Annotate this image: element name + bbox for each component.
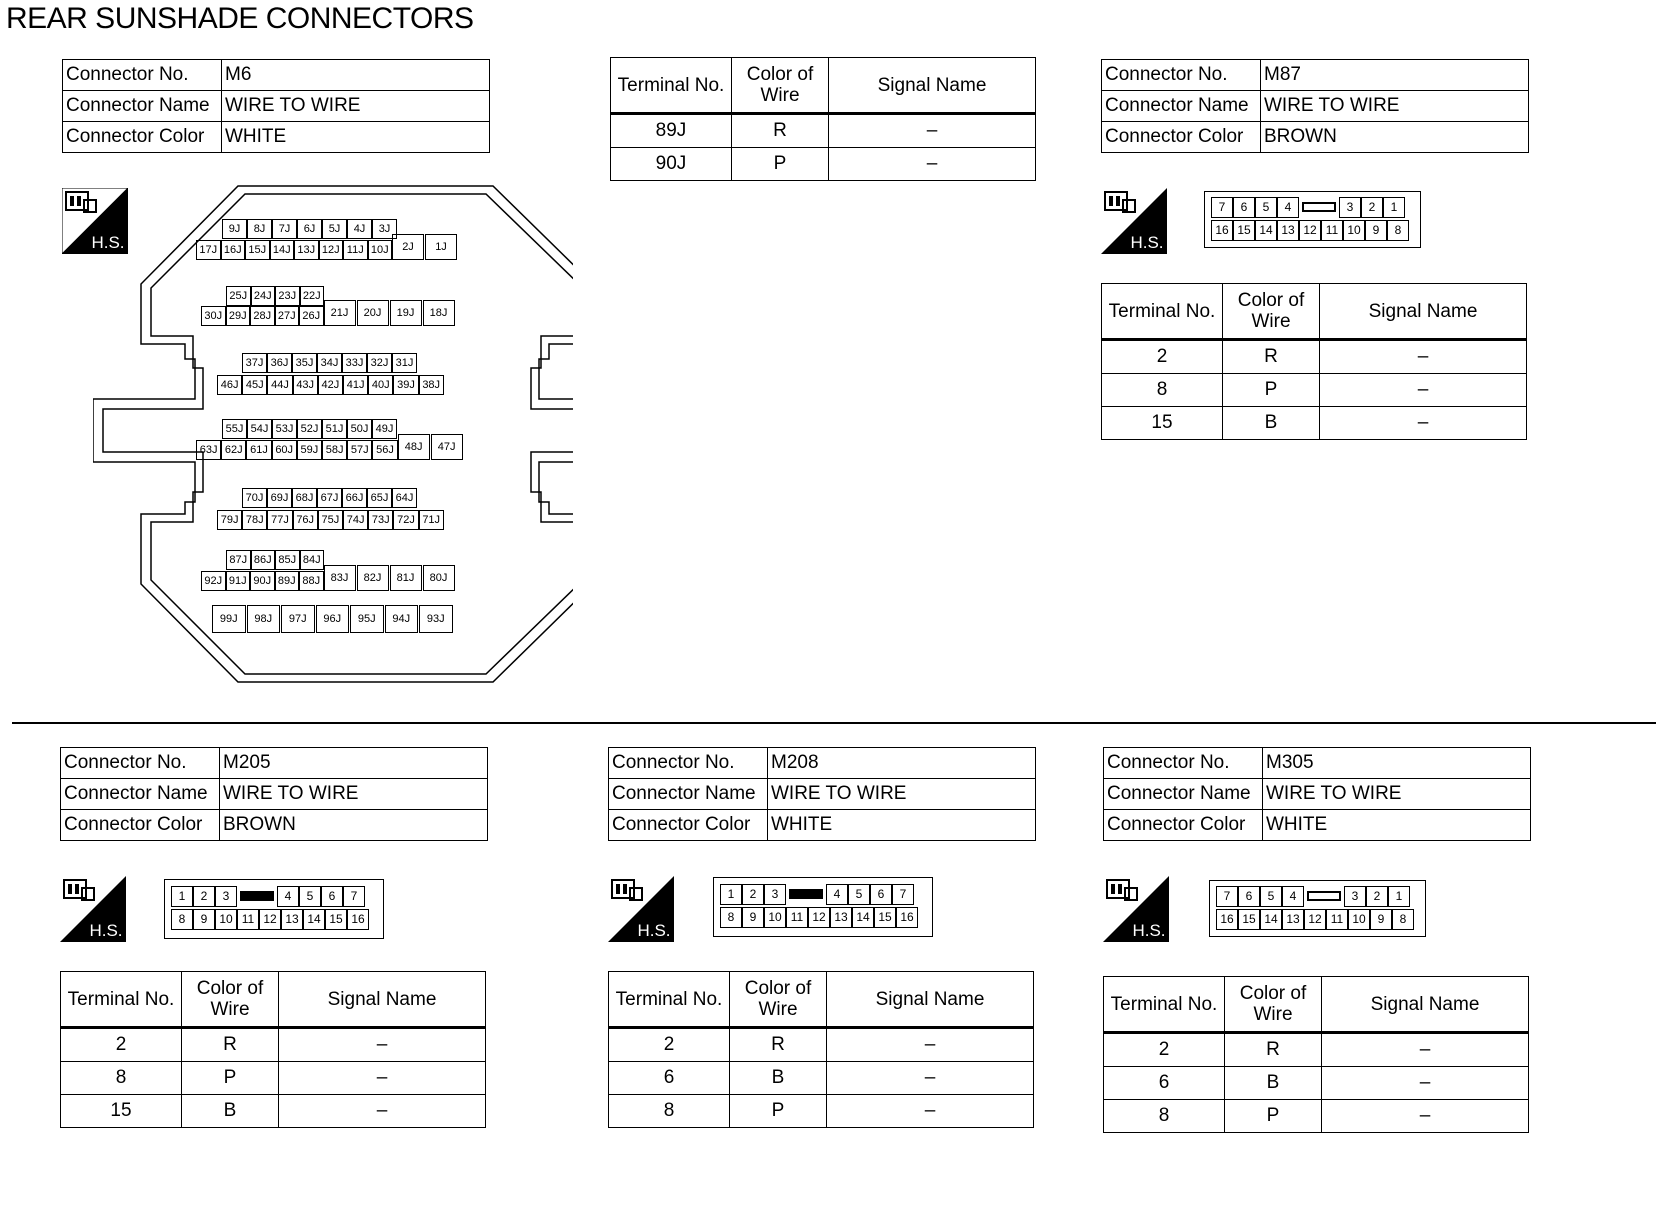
- pin-cell: 7: [892, 884, 914, 905]
- pin-cell: 1: [720, 884, 742, 905]
- m205-connector-color: BROWN: [220, 810, 488, 841]
- svg-text:H.S.: H.S.: [637, 921, 671, 940]
- m305-connector-face: [1209, 880, 1426, 937]
- pin-cell: 26J: [299, 306, 324, 326]
- pin-cell: 68J: [292, 488, 317, 508]
- pin-cell: 75J: [318, 510, 343, 530]
- pin-cell: 6: [1233, 197, 1255, 218]
- pin-cell: 30J: [201, 306, 226, 326]
- pin-cell: 16J: [221, 240, 246, 260]
- connector-name-label: Connector Name: [1104, 779, 1263, 810]
- pin-cell: 16: [347, 909, 369, 930]
- connector-color-label: Connector Color: [61, 810, 220, 841]
- pin-cell: 60J: [272, 440, 297, 460]
- pin-cell: 99J: [212, 605, 246, 633]
- pin-cell: 15J: [245, 240, 270, 260]
- pin-cell: 95J: [350, 605, 384, 633]
- m208-connector-face: [713, 877, 933, 937]
- pin-cell: 72J: [393, 510, 418, 530]
- pin-cell: 59J: [297, 440, 322, 460]
- pin-cell: 80J: [423, 565, 455, 591]
- table-row: 89J R –: [611, 114, 1036, 148]
- pin-cell: 24J: [251, 286, 276, 306]
- m6-connector-no: M6: [222, 60, 490, 91]
- pin-cell: 13J: [294, 240, 319, 260]
- pin-cell: 77J: [267, 510, 292, 530]
- table-row: 90J P –: [611, 148, 1036, 181]
- table-row: 2 R –: [1104, 1033, 1529, 1067]
- pin-cell: 3: [764, 884, 786, 905]
- pin-cell: 4: [1282, 886, 1304, 907]
- pin-cell: 1: [171, 886, 193, 907]
- connector-color-label: Connector Color: [1102, 122, 1261, 153]
- m6-info-table: [62, 59, 490, 153]
- pin-cell: 17J: [196, 240, 221, 260]
- m208-info-table: [608, 747, 1036, 841]
- pin-cell: 2: [1366, 886, 1388, 907]
- pin-cell: 11: [1326, 909, 1348, 930]
- pin-cell: 9: [1370, 909, 1392, 930]
- pin-cell: 11: [1321, 220, 1343, 241]
- harness-side-icon: [608, 876, 674, 942]
- pin-cell: 94J: [385, 605, 419, 633]
- connector-no-label: Connector No.: [609, 748, 768, 779]
- terminal-no-header: Terminal No.: [61, 972, 182, 1028]
- pin-cell: 79J: [217, 510, 242, 530]
- pin-cell: 69J: [267, 488, 292, 508]
- pin-cell: 12: [259, 909, 281, 930]
- pin-cell: 14J: [270, 240, 295, 260]
- m87-terminal-table: [1101, 283, 1527, 440]
- connector-no-label: Connector No.: [63, 60, 222, 91]
- pin-cell: 8: [171, 909, 193, 930]
- pin-cell: 5: [1260, 886, 1282, 907]
- m305-info-table: [1103, 747, 1531, 841]
- harness-side-icon: [1103, 876, 1169, 942]
- pin-cell: 3: [215, 886, 237, 907]
- pin-cell: 14: [303, 909, 325, 930]
- m6-terminal-table: [610, 57, 1036, 181]
- pin-cell: 63J: [196, 440, 221, 460]
- pin-cell: 76J: [293, 510, 318, 530]
- pin-cell: 62J: [221, 440, 246, 460]
- pin-cell: 16: [1211, 220, 1233, 241]
- m87-connector-name: WIRE TO WIRE: [1261, 91, 1529, 122]
- pin-cell: 8: [720, 907, 742, 928]
- m208-connector-name: WIRE TO WIRE: [768, 779, 1036, 810]
- pin-cell: 18J: [423, 300, 455, 326]
- signal-name-header: Signal Name: [1322, 977, 1529, 1033]
- harness-side-icon: [60, 876, 126, 942]
- m305-connector-color: WHITE: [1263, 810, 1531, 841]
- pin-cell: 92J: [201, 571, 226, 591]
- svg-text:H.S.: H.S.: [1130, 233, 1164, 252]
- pin-cell: 47J: [431, 434, 463, 460]
- table-row: 6 B –: [609, 1062, 1034, 1095]
- connector-color-label: Connector Color: [609, 810, 768, 841]
- pin-cell: 33J: [342, 353, 367, 373]
- pin-cell: 7: [343, 886, 365, 907]
- pin-cell: 93J: [419, 605, 453, 633]
- pin-cell: 16: [1216, 909, 1238, 930]
- pin-cell: 15: [1238, 909, 1260, 930]
- connector-name-label: Connector Name: [61, 779, 220, 810]
- connector-name-label: Connector Name: [63, 91, 222, 122]
- pin-cell: 4: [1277, 197, 1299, 218]
- m205-connector-face: [164, 879, 384, 939]
- pin-cell: 78J: [242, 510, 267, 530]
- pin-cell: 19J: [390, 300, 422, 326]
- pin-cell: 9: [742, 907, 764, 928]
- connector-name-label: Connector Name: [1102, 91, 1261, 122]
- pin-cell: 81J: [390, 565, 422, 591]
- pin-cell: 36J: [267, 353, 292, 373]
- pin-cell: 64J: [392, 488, 417, 508]
- pin-cell: 14: [1260, 909, 1282, 930]
- connector-lock-tab: [786, 884, 826, 905]
- harness-side-icon: [1101, 188, 1167, 254]
- pin-cell: 9: [193, 909, 215, 930]
- pin-cell: 1J: [425, 234, 457, 260]
- m208-connector-no: M208: [768, 748, 1036, 779]
- pin-cell: 13: [1277, 220, 1299, 241]
- pin-cell: 14: [1255, 220, 1277, 241]
- pin-cell: 2J: [392, 234, 424, 260]
- pin-cell: 34J: [317, 353, 342, 373]
- pin-cell: 89J: [275, 571, 300, 591]
- pin-cell: 61J: [246, 440, 271, 460]
- pin-cell: 71J: [419, 510, 444, 530]
- pin-cell: 48J: [398, 434, 430, 460]
- pin-cell: 20J: [357, 300, 389, 326]
- pin-cell: 1: [1388, 886, 1410, 907]
- m87-connector-color: BROWN: [1261, 122, 1529, 153]
- pin-cell: 67J: [317, 488, 342, 508]
- pin-cell: 51J: [322, 419, 347, 439]
- pin-cell: 52J: [297, 419, 322, 439]
- pin-cell: 73J: [368, 510, 393, 530]
- pin-cell: 56J: [372, 440, 397, 460]
- pin-cell: 9J: [222, 219, 247, 239]
- pin-cell: 15: [325, 909, 347, 930]
- connector-no-label: Connector No.: [1102, 60, 1261, 91]
- pin-cell: 2: [1361, 197, 1383, 218]
- pin-cell: 8J: [247, 219, 272, 239]
- pin-cell: 43J: [293, 375, 318, 395]
- m305-connector-no: M305: [1263, 748, 1531, 779]
- table-row: 6 B –: [1104, 1067, 1529, 1100]
- pin-cell: 25J: [226, 286, 251, 306]
- terminal-no-header: Terminal No.: [1102, 284, 1223, 340]
- svg-text:H.S.: H.S.: [89, 921, 123, 940]
- pin-cell: 8: [1387, 220, 1409, 241]
- table-row: 2 R –: [61, 1028, 486, 1062]
- pin-cell: 84J: [300, 550, 325, 570]
- pin-cell: 65J: [367, 488, 392, 508]
- pin-cell: 46J: [217, 375, 242, 395]
- pin-cell: 97J: [281, 605, 315, 633]
- pin-cell: 11: [786, 907, 808, 928]
- pin-cell: 3: [1339, 197, 1361, 218]
- m205-terminal-table: [60, 971, 486, 1128]
- m205-info-table: [60, 747, 488, 841]
- connector-lock-tab: [1304, 886, 1344, 907]
- m205-connector-no: M205: [220, 748, 488, 779]
- signal-name-header: Signal Name: [827, 972, 1034, 1028]
- pin-cell: 58J: [322, 440, 347, 460]
- pin-cell: 6J: [297, 219, 322, 239]
- table-row: 8 P –: [61, 1062, 486, 1095]
- m87-connector-no: M87: [1261, 60, 1529, 91]
- pin-cell: 86J: [251, 550, 276, 570]
- pin-cell: 54J: [247, 419, 272, 439]
- pin-cell: 6: [321, 886, 343, 907]
- pin-cell: 10: [1348, 909, 1370, 930]
- pin-cell: 7J: [272, 219, 297, 239]
- pin-cell: 5: [848, 884, 870, 905]
- pin-cell: 5J: [322, 219, 347, 239]
- pin-cell: 87J: [226, 550, 251, 570]
- pin-cell: 31J: [392, 353, 417, 373]
- pin-cell: 21J: [324, 300, 356, 326]
- pin-cell: 13: [1282, 909, 1304, 930]
- m305-terminal-table: [1103, 976, 1529, 1133]
- pin-cell: 2: [742, 884, 764, 905]
- table-row: 8 P –: [1104, 1100, 1529, 1133]
- table-row: 8 P –: [609, 1095, 1034, 1128]
- connector-color-label: Connector Color: [1104, 810, 1263, 841]
- table-row: 2 R –: [1102, 340, 1527, 374]
- section-divider: [12, 722, 1656, 724]
- table-row: 2 R –: [609, 1028, 1034, 1062]
- m208-connector-color: WHITE: [768, 810, 1036, 841]
- pin-cell: 70J: [242, 488, 267, 508]
- table-row: 15 B –: [61, 1095, 486, 1128]
- table-row: 8 P –: [1102, 374, 1527, 407]
- connector-no-label: Connector No.: [1104, 748, 1263, 779]
- pin-cell: 12: [808, 907, 830, 928]
- m6-connector-name: WIRE TO WIRE: [222, 91, 490, 122]
- pin-cell: 57J: [347, 440, 372, 460]
- pin-cell: 4: [277, 886, 299, 907]
- m87-connector-face: [1204, 191, 1421, 248]
- terminal-no-header: Terminal No.: [1104, 977, 1225, 1033]
- pin-cell: 10: [1343, 220, 1365, 241]
- pin-cell: 28J: [250, 306, 275, 326]
- pin-cell: 23J: [275, 286, 300, 306]
- color-of-wire-header: Color of Wire: [1225, 977, 1322, 1033]
- pin-cell: 7: [1216, 886, 1238, 907]
- pin-cell: 98J: [247, 605, 281, 633]
- pin-cell: 41J: [343, 375, 368, 395]
- pin-cell: 83J: [324, 565, 356, 591]
- pin-cell: 4: [826, 884, 848, 905]
- pin-cell: 10: [764, 907, 786, 928]
- pin-cell: 6: [1238, 886, 1260, 907]
- m205-connector-name: WIRE TO WIRE: [220, 779, 488, 810]
- pin-cell: 82J: [357, 565, 389, 591]
- pin-cell: 5: [1255, 197, 1277, 218]
- pin-cell: 12J: [319, 240, 344, 260]
- pin-cell: 50J: [347, 419, 372, 439]
- m6-connector-color: WHITE: [222, 122, 490, 153]
- color-of-wire-header: Color of Wire: [1223, 284, 1320, 340]
- pin-cell: 15: [1233, 220, 1255, 241]
- pin-cell: 74J: [343, 510, 368, 530]
- m208-terminal-table: [608, 971, 1034, 1128]
- pin-cell: 27J: [275, 306, 300, 326]
- pin-cell: 22J: [300, 286, 325, 306]
- pin-cell: 35J: [292, 353, 317, 373]
- pin-cell: 38J: [419, 375, 444, 395]
- pin-cell: 49J: [372, 419, 397, 439]
- pin-cell: 85J: [275, 550, 300, 570]
- pin-cell: 3: [1344, 886, 1366, 907]
- pin-cell: 9: [1365, 220, 1387, 241]
- table-row: 15 B –: [1102, 407, 1527, 440]
- m87-info-table: [1101, 59, 1529, 153]
- pin-cell: 13: [281, 909, 303, 930]
- connector-name-label: Connector Name: [609, 779, 768, 810]
- svg-text:H.S.: H.S.: [91, 233, 125, 252]
- pin-cell: 8: [1392, 909, 1414, 930]
- page-title: REAR SUNSHADE CONNECTORS: [6, 2, 474, 35]
- pin-cell: 91J: [226, 571, 251, 591]
- signal-name-header: Signal Name: [829, 58, 1036, 114]
- pin-cell: 90J: [250, 571, 275, 591]
- color-of-wire-header: Color of Wire: [732, 58, 829, 114]
- connector-lock-tab: [1299, 197, 1339, 218]
- signal-name-header: Signal Name: [1320, 284, 1527, 340]
- pin-cell: 37J: [242, 353, 267, 373]
- connector-no-label: Connector No.: [61, 748, 220, 779]
- pin-cell: 4J: [347, 219, 372, 239]
- pin-cell: 45J: [242, 375, 267, 395]
- pin-cell: 6: [870, 884, 892, 905]
- pin-cell: 44J: [267, 375, 292, 395]
- m305-connector-name: WIRE TO WIRE: [1263, 779, 1531, 810]
- pin-cell: 7: [1211, 197, 1233, 218]
- pin-cell: 66J: [342, 488, 367, 508]
- pin-cell: 11: [237, 909, 259, 930]
- pin-cell: 16: [896, 907, 918, 928]
- pin-cell: 39J: [393, 375, 418, 395]
- pin-cell: 55J: [222, 419, 247, 439]
- pin-cell: 10J: [368, 240, 393, 260]
- pin-cell: 2: [193, 886, 215, 907]
- pin-cell: 1: [1383, 197, 1405, 218]
- connector-color-label: Connector Color: [63, 122, 222, 153]
- pin-cell: 3J: [372, 219, 397, 239]
- pin-cell: 88J: [299, 571, 324, 591]
- pin-cell: 29J: [226, 306, 251, 326]
- pin-cell: 40J: [368, 375, 393, 395]
- pin-cell: 96J: [316, 605, 350, 633]
- pin-cell: 53J: [272, 419, 297, 439]
- pin-cell: 32J: [367, 353, 392, 373]
- pin-cell: 14: [852, 907, 874, 928]
- signal-name-header: Signal Name: [279, 972, 486, 1028]
- pin-cell: 42J: [318, 375, 343, 395]
- terminal-no-header: Terminal No.: [611, 58, 732, 114]
- pin-cell: 12: [1299, 220, 1321, 241]
- color-of-wire-header: Color of Wire: [182, 972, 279, 1028]
- terminal-no-header: Terminal No.: [609, 972, 730, 1028]
- connector-lock-tab: [237, 886, 277, 907]
- pin-cell: 15: [874, 907, 896, 928]
- pin-cell: 5: [299, 886, 321, 907]
- color-of-wire-header: Color of Wire: [730, 972, 827, 1028]
- pin-cell: 10: [215, 909, 237, 930]
- svg-text:H.S.: H.S.: [1132, 921, 1166, 940]
- pin-cell: 11J: [343, 240, 368, 260]
- pin-cell: 13: [830, 907, 852, 928]
- pin-cell: 12: [1304, 909, 1326, 930]
